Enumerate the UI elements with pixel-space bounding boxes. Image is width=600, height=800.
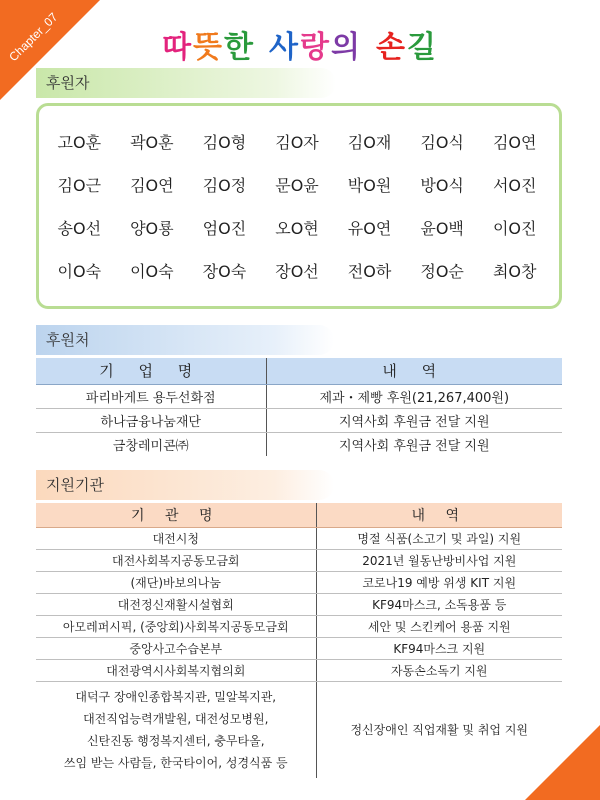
title-char: 따 <box>162 30 194 65</box>
agency-name: 대전정신재활시설협회 <box>36 593 316 615</box>
table-row <box>36 659 562 681</box>
agency-detail: 명절 식품(소고기 및 과일) 지원 <box>316 527 562 549</box>
agency-detail: 세안 및 스킨케어 용품 지원 <box>316 615 562 637</box>
donor-name: 박O원 <box>347 176 392 195</box>
donor-name: 문O윤 <box>275 176 319 195</box>
chapter-label: Chapter_07 <box>6 9 61 65</box>
sponsors-table <box>36 358 562 456</box>
donor-name: 김O형 <box>202 133 247 152</box>
donor-name: 김O정 <box>202 176 247 195</box>
table-row <box>36 549 562 571</box>
agency-detail: KF94마스크, 소독용품 등 <box>316 593 562 615</box>
agency-name-line: 대덕구 장애인종합복지관, 밀알복지관, <box>75 689 277 704</box>
agency-detail: 코로나19 예방 위생 KIT 지원 <box>316 571 562 593</box>
agency-name-line: 신탄진동 행정복지센터, 충무타올, <box>86 733 265 748</box>
donor-name: 방O식 <box>420 176 464 195</box>
donor-name: 이O진 <box>492 219 537 238</box>
donor-name: 김O연 <box>130 176 174 195</box>
donor-name: 이O숙 <box>130 262 174 281</box>
agency-name: 중앙사고수습본부 <box>36 637 316 659</box>
donor-name: 양O룡 <box>130 219 174 238</box>
sponsors-header-detail: 내 역 <box>266 358 562 384</box>
title-char: 길 <box>406 30 438 65</box>
sponsor-name: 금창레미콘㈜ <box>36 432 266 456</box>
donor-box <box>36 103 562 309</box>
donor-name: 전O하 <box>347 262 392 281</box>
agency-detail: 자동손소독기 지원 <box>316 659 562 681</box>
table-row <box>36 408 562 432</box>
agency-detail: 2021년 월동난방비사업 지원 <box>316 549 562 571</box>
title-char: 손 <box>375 30 407 65</box>
donor-name: 서O진 <box>492 176 537 195</box>
donor-name: 오O현 <box>275 219 319 238</box>
donor-name: 김O재 <box>347 133 392 152</box>
donor-name: 고O훈 <box>57 133 102 152</box>
section-header-donors: 후원자 <box>36 68 336 98</box>
title-char: 의 <box>330 30 362 65</box>
donor-name: 김O근 <box>57 176 102 195</box>
donor-name: 장O선 <box>275 262 319 281</box>
sponsor-detail: 지역사회 후원금 전달 지원 <box>266 408 562 432</box>
table-row <box>36 384 562 408</box>
title-char: 랑 <box>300 30 331 65</box>
table-row <box>36 637 562 659</box>
donor-name: 김O연 <box>492 133 537 152</box>
title-char: 한 <box>224 30 256 65</box>
agency-name: (재단)바보의나눔 <box>36 571 316 593</box>
donor-name: 정O순 <box>420 262 464 281</box>
table-row <box>36 615 562 637</box>
agency-detail: 정신장애인 직업재활 및 취업 지원 <box>350 723 529 737</box>
donor-grid <box>39 106 559 306</box>
agencies-table-header <box>36 503 562 527</box>
agency-name: 대전광역시사회복지협의회 <box>36 659 316 681</box>
table-row <box>36 571 562 593</box>
table-row <box>36 681 562 778</box>
title-char: 사 <box>269 30 300 65</box>
donor-name: 이O숙 <box>57 262 102 281</box>
donor-name: 장O숙 <box>202 262 247 281</box>
table-row <box>36 593 562 615</box>
sponsors-header-name: 기 업 명 <box>36 358 266 384</box>
sponsor-name: 파리바게트 용두선화점 <box>36 384 266 408</box>
donor-name: 유O연 <box>347 219 392 238</box>
donor-name: 송O선 <box>57 219 102 238</box>
page-title <box>0 22 600 66</box>
sponsor-detail: 제과・제빵 후원(21,267,400원) <box>266 384 562 408</box>
agency-name: 아모레퍼시픽, (중앙회)사회복지공동모금회 <box>36 615 316 637</box>
donor-name: 윤O백 <box>420 219 464 238</box>
table-row <box>36 527 562 549</box>
section-header-sponsors: 후원처 <box>36 325 334 355</box>
title-char: 뜻 <box>193 30 225 65</box>
sponsor-name: 하나금융나눔재단 <box>36 408 266 432</box>
agency-name: 대전사회복지공동모금회 <box>36 549 316 571</box>
agencies-table <box>36 503 562 778</box>
agency-name-line: 대전직업능력개발원, 대전성모병원, <box>83 711 269 726</box>
agencies-header-name: 기 관 명 <box>36 503 316 527</box>
donor-name: 곽O훈 <box>130 133 174 152</box>
donor-name: 김O자 <box>275 133 319 152</box>
donor-name: 최O창 <box>492 262 537 281</box>
sponsors-table-header <box>36 358 562 384</box>
agency-detail: KF94마스크 지원 <box>316 637 562 659</box>
agency-name: 대전시청 <box>36 527 316 549</box>
donor-name: 김O식 <box>420 133 464 152</box>
table-row <box>36 432 562 456</box>
section-header-agencies: 지원기관 <box>36 470 334 500</box>
donor-name: 엄O진 <box>202 219 247 238</box>
agencies-header-detail: 내 역 <box>316 503 562 527</box>
agency-name-line: 쓰임 받는 사람들, 한국타이어, 성경식품 등 <box>63 755 288 770</box>
agency-name-list <box>36 681 316 778</box>
sponsor-detail: 지역사회 후원금 전달 지원 <box>338 438 490 454</box>
